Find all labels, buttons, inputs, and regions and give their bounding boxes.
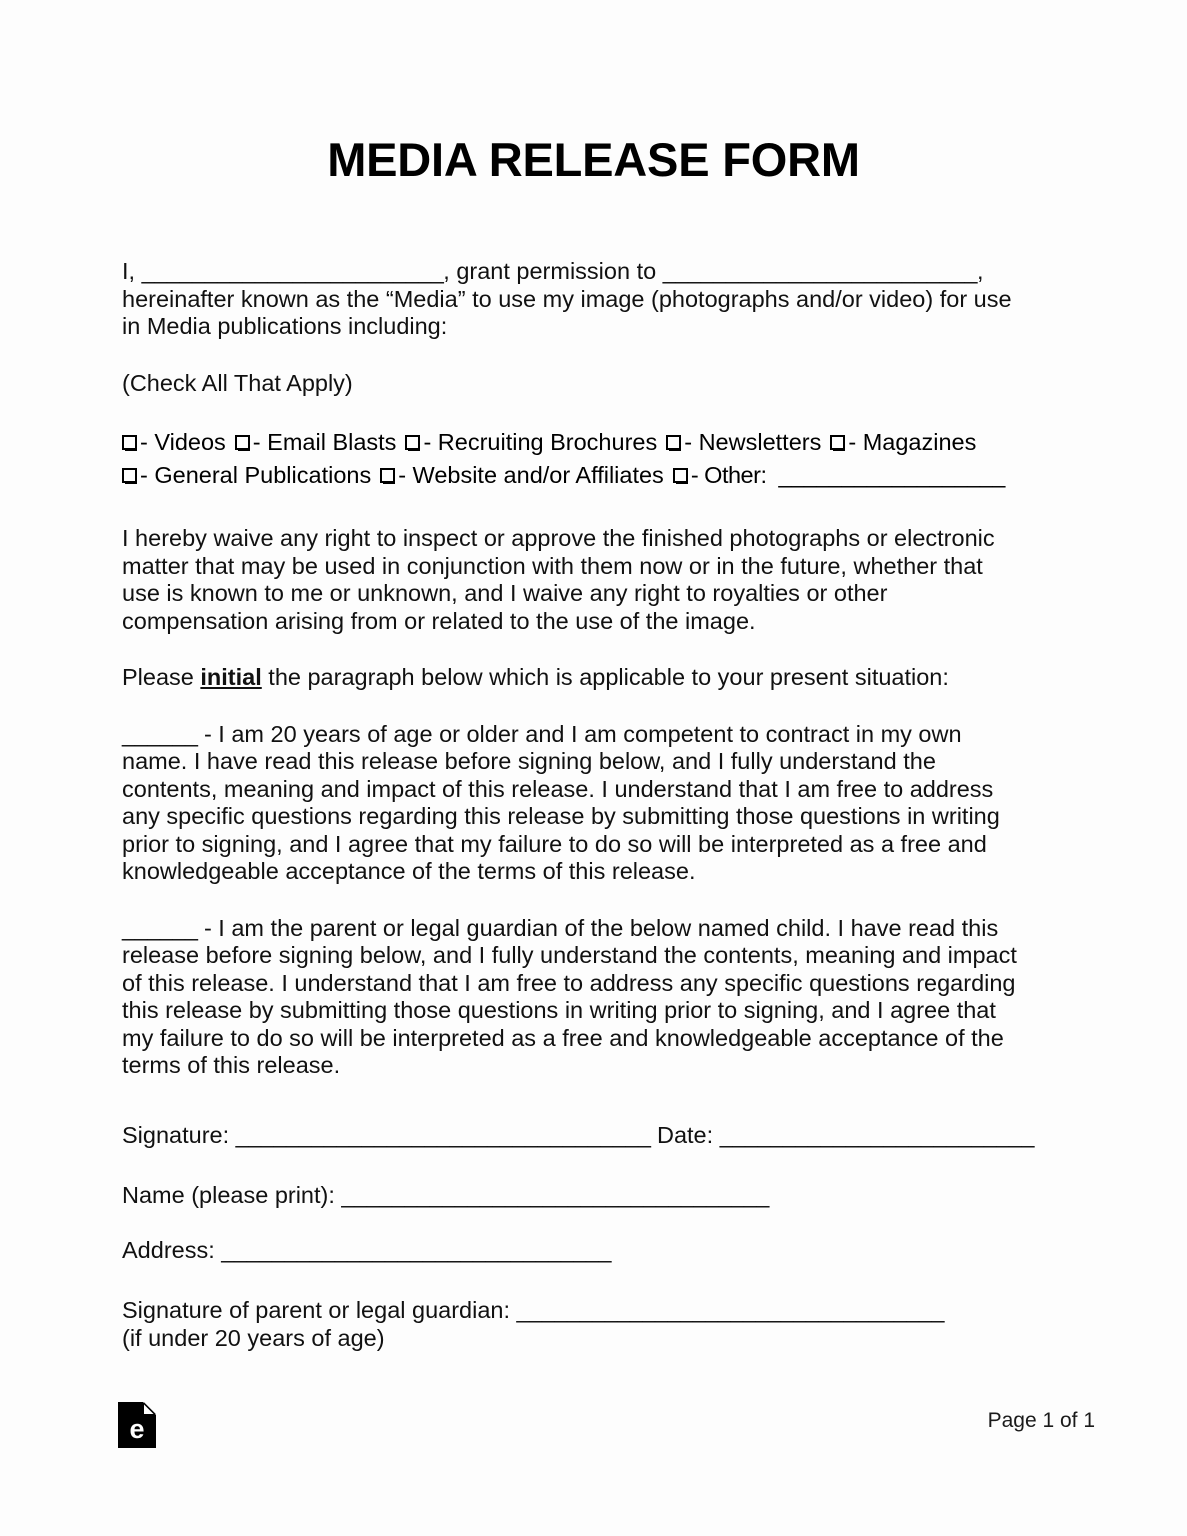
initial-instruction-before: Please bbox=[122, 664, 201, 690]
check-instruction: (Check All That Apply) bbox=[122, 369, 353, 396]
initial-blank-adult[interactable]: ______ bbox=[122, 720, 198, 747]
initial-paragraph-guardian-text: - I am the parent or legal guardian of the below named child. I have read this release before signing below, and I fully understand the contents, meaning and impact of this release. I understand that I am free to address any specific questions regarding this release by submitting those questions in writing prior to signing, and I agree that my failure to do so will be interpreted as a free and knowledgeable acceptance of the terms of this release. bbox=[122, 914, 1017, 1078]
spacer bbox=[122, 1080, 1024, 1122]
address-input-line[interactable]: _______________________________ bbox=[221, 1236, 611, 1263]
intro-suffix: , bbox=[976, 258, 984, 284]
checkbox-option-magazines[interactable] bbox=[830, 429, 976, 455]
intro-paragraph bbox=[122, 258, 1024, 341]
address-label: Address: bbox=[122, 1236, 222, 1263]
checkbox-label: - Website and/or Affiliates bbox=[398, 462, 664, 488]
guardian-input-line[interactable]: __________________________________ bbox=[516, 1297, 944, 1323]
date-label: Date: bbox=[650, 1121, 720, 1148]
checkbox-option-other[interactable] bbox=[673, 462, 1005, 488]
intro-line-2: hereinafter known as the “Media” to use my image (photographs and/or video) for use bbox=[122, 285, 1012, 312]
guardian-signature-row bbox=[122, 1297, 1024, 1325]
name-blank-line[interactable]: ________________________ bbox=[141, 258, 444, 284]
name-row bbox=[122, 1182, 1024, 1210]
intro-line-3: in Media publications including: bbox=[122, 313, 448, 339]
checkbox-label: - Magazines bbox=[848, 429, 977, 455]
checkbox-option-recruiting-brochures[interactable] bbox=[405, 429, 657, 455]
checkbox-option-website-affiliates[interactable] bbox=[380, 462, 664, 488]
checkbox-icon[interactable] bbox=[666, 435, 682, 452]
date-input-line[interactable]: _________________________ bbox=[719, 1121, 1034, 1148]
checkbox-icon[interactable] bbox=[405, 435, 421, 452]
spacer bbox=[122, 492, 1024, 525]
checkbox-icon[interactable] bbox=[830, 435, 846, 452]
address-row bbox=[122, 1237, 1024, 1265]
spacer bbox=[122, 1264, 1024, 1297]
checkbox-option-general-publications[interactable] bbox=[122, 462, 371, 488]
checkbox-label: - General Publications bbox=[140, 462, 372, 488]
waiver-paragraph: I hereby waive any right to inspect or approve the finished photographs or electronic matter that may be used in conjunction with them now or in the future, whether that use is known to me or unknown, and I waive any right to royalties or other compensation arising from or related to the use of the image. bbox=[122, 525, 995, 634]
checkbox-option-videos[interactable] bbox=[122, 429, 226, 455]
initial-paragraph-adult-text: - I am 20 years of age or older and I am competent to contract in my own name. I have read this release before signing below, and I fully understand the contents, meaning and impact of this release. I understand that I am free to address any specific questions regarding this release by submitting those questions in writing prior to signing, and I agree that my failure to do so will be interpreted as a free and knowledgeable acceptance of the terms of this release. bbox=[122, 720, 1000, 884]
checkbox-icon[interactable] bbox=[122, 468, 138, 485]
spacer bbox=[122, 1210, 1024, 1237]
eforms-document-logo bbox=[118, 1402, 156, 1448]
checkbox-label: - Videos bbox=[140, 429, 226, 455]
guardian-note: (if under 20 years of age) bbox=[122, 1324, 385, 1351]
initial-instruction bbox=[122, 664, 1024, 692]
initial-paragraph-guardian bbox=[122, 915, 1024, 1080]
intro-prefix: I, bbox=[122, 258, 142, 284]
checkbox-row-1 bbox=[122, 426, 1024, 459]
page-title: MEDIA RELEASE FORM bbox=[327, 133, 860, 186]
checkbox-label: - Newsletters bbox=[684, 429, 822, 455]
guardian-label: Signature of parent or legal guardian: bbox=[122, 1297, 517, 1323]
page-number: Page 1 of 1 bbox=[987, 1409, 1095, 1432]
checkbox-icon[interactable] bbox=[122, 435, 138, 452]
media-blank-line[interactable]: _________________________ bbox=[662, 258, 977, 284]
checkbox-icon[interactable] bbox=[235, 435, 251, 452]
checkbox-option-newsletters[interactable] bbox=[666, 429, 821, 455]
checkbox-icon[interactable] bbox=[673, 468, 689, 485]
spacer bbox=[122, 692, 1024, 721]
checkbox-row-2 bbox=[122, 459, 1024, 492]
signature-block bbox=[122, 1121, 1034, 1353]
spacer bbox=[122, 886, 1024, 915]
checkbox-label-other[interactable]: - Other: __________________ bbox=[690, 462, 1005, 488]
initial-instruction-after: the paragraph below which is applicable to your present situation: bbox=[261, 664, 949, 690]
checkbox-icon[interactable] bbox=[380, 468, 396, 485]
checkbox-label: - Email Blasts bbox=[252, 429, 397, 455]
signature-input-line[interactable]: _________________________________ bbox=[235, 1121, 651, 1148]
name-input-line[interactable]: __________________________________ bbox=[341, 1182, 769, 1208]
spacer bbox=[122, 635, 1024, 664]
intro-mid: , grant permission to bbox=[443, 258, 663, 284]
signature-date-row bbox=[122, 1121, 1034, 1150]
spacer bbox=[122, 341, 1024, 370]
initial-emphasis: initial bbox=[200, 664, 262, 690]
checkbox-label: - Recruiting Brochures bbox=[423, 429, 658, 455]
spacer bbox=[122, 1149, 1024, 1182]
checkbox-option-email-blasts[interactable] bbox=[235, 429, 397, 455]
initial-blank-guardian[interactable]: ______ bbox=[122, 914, 198, 941]
logo-letter: e bbox=[129, 1414, 145, 1444]
name-label: Name (please print): bbox=[122, 1182, 342, 1208]
spacer bbox=[122, 397, 1024, 426]
initial-paragraph-adult bbox=[122, 721, 1024, 886]
signature-label: Signature: bbox=[122, 1121, 236, 1148]
document-body bbox=[122, 258, 1034, 1352]
